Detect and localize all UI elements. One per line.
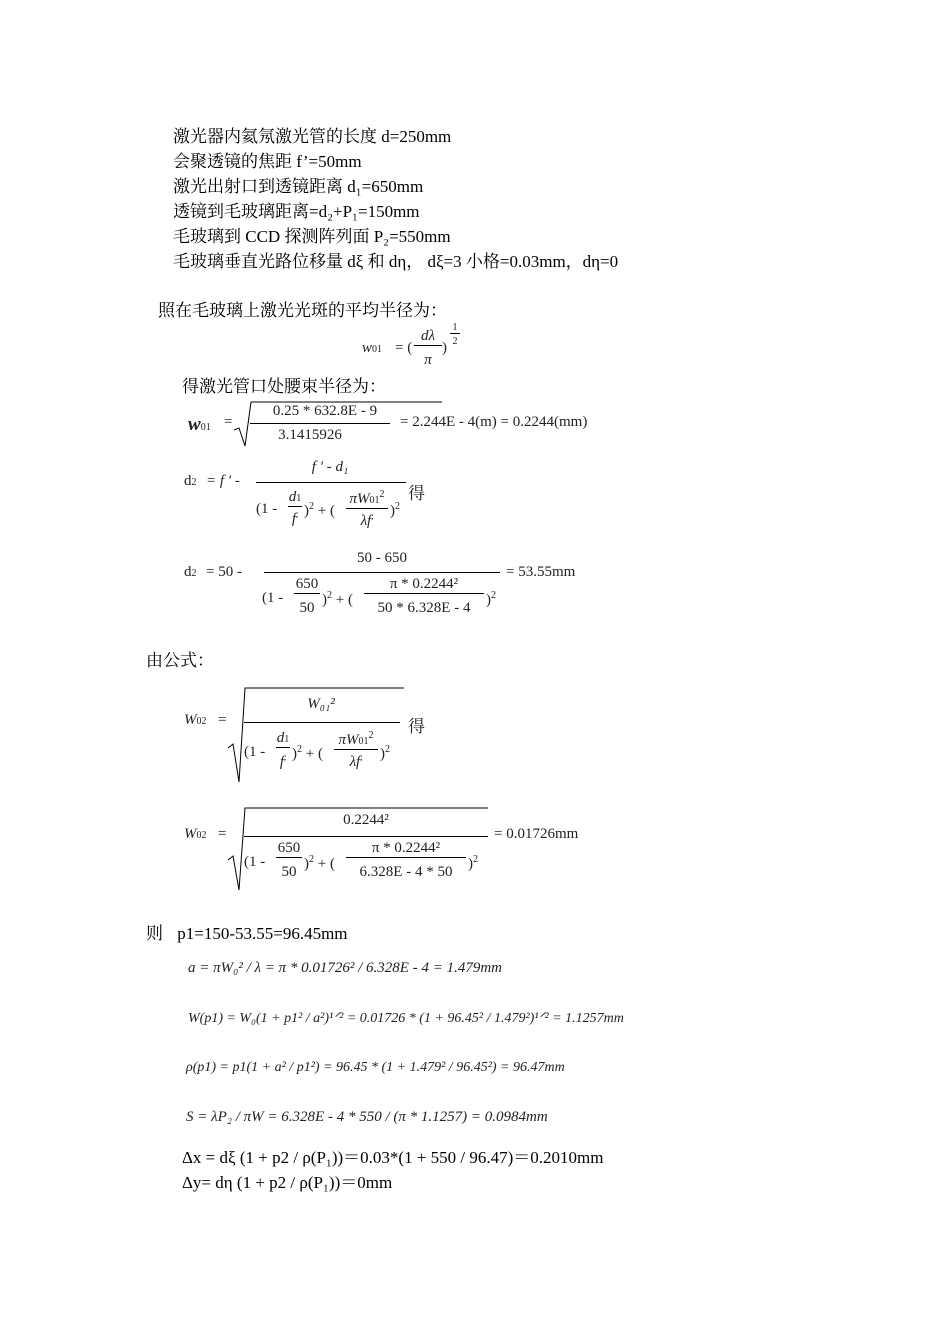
param-line: 透镜到毛玻璃距离=d₂+P₁=150mm — [173, 202, 420, 221]
formula-subscript: 02 — [196, 716, 207, 727]
formula-subscript: 02 — [196, 830, 207, 841]
then-label: 则 — [146, 924, 163, 943]
formula-numerator: 0.25 * 632.8E - 9 — [272, 403, 378, 419]
formula-result: = 53.55mm — [506, 564, 576, 580]
section-heading: 照在毛玻璃上激光光斑的平均半径为： — [158, 301, 447, 320]
formula-result: = 2.244E - 4(m) = 0.2244(mm) — [400, 414, 588, 430]
formula-mid: = f ′ - — [206, 473, 240, 489]
formula-rho-p1: ρ(p1) = p1(1 + a² / p1²) = 96.45 * (1 + 1.479² / 96.45²) = 96.47mm — [186, 1060, 565, 1075]
param-line: 激光器内氦氖激光管的长度 d=250mm — [173, 127, 452, 146]
term2-numerator: π * 0.2244² — [364, 576, 484, 594]
formula-mid: = 50 - — [206, 564, 242, 580]
formula-numerator: 50 - 650 — [357, 550, 407, 566]
formula-numerator: W₀₁² — [307, 696, 335, 712]
param-line: 毛玻璃到 CCD 探测阵列面 P₂=550mm — [173, 227, 451, 246]
formula-d2-numeric: d2 = 50 - 50 - 650 (1 - 650 50 )$^2$ + ( π * 0.2244² 50 * 6.328E - 4 )$^2$ = 53.55mm — [184, 550, 576, 616]
formula-lhs: w — [362, 340, 373, 356]
formula-lhs: W — [184, 826, 197, 842]
formula-denominator: π — [424, 352, 432, 368]
formula-a: a = πW₀² / λ = π * 0.01726² / 6.328E - 4 = 1.479mm — [188, 960, 503, 976]
formula-w-p1: W(p1) = W₀(1 + p1² / a²)¹ᐟ² = 0.01726 * (1 + 96.45² / 1.479²)¹ᐟ² = 1.1257mm — [188, 1011, 624, 1026]
p1-value: p1=150-53.55=96.45mm — [177, 924, 348, 943]
formula-w01-value: w01 = 0.25 * 632.8E - 9 3.1415926 = 2.244E - 4(m) = 0.2244(mm) — [188, 400, 688, 448]
document-page: 激光器内氦氖激光管的长度 d=250mm 会聚透镜的焦距 f’=50mm 激光出射口到透镜距离 d₁=650mm 透镜到毛玻璃距离=d₂+P₁=150mm 毛玻璃到 CCD 探测阵列面 P₂=550mm 毛玻璃垂直光路位移量 dξ 和 dη， dξ=3 小格=0.03mm，dη=0 照在毛玻璃上激光光斑的平均半径为： w01 = ( dλ π ) 1 2 得激光管口处腰束半径为： w01 = 0.25 * 632.8E - 9 3.1415926 = 2.244E - 4(m) = 0.2244(mm) d2 = f ′ - f ′ - d₁ (1 - d1 f′ )$^2$ + ( $\pi W01^2$ λf′ )$^2$ 得 d2 = 50 - 50 - 650 (1 - 650 50 )$^2$ + ( π * 0.2244² 50 * 6.328E - 4 )$^2$ = 53.55mm 由公式： W02 = W₀₁² (1 - d1 f′ )$^2$ + ( $\pi W01^2$ λf′ )$^2$ 得 W02 = 0.2244² (1 - 650 50 )$^2$ + ( π * 0.2244² 6.328E - 4 * 50 )$^2$ = 0.01726mm 则 p1=150-53.55=96.45mm a = πW₀² / λ = π * 0.01726² / 6.328E - 4 = 1.479mm W(p1) = W₀(1 + p1² / a²)¹ᐟ² = 0.01726 * (1 + 96.45² / 1.479²)¹ᐟ² = 1.1257mm ρ(p1) = p1(1 + a² / p1²) = 96.45 * (1 + 1.479² / 96.45²) = 96.47mm S = λP₂ / πW = 6.328E - 4 * 550 / (π * 1.1257) = 0.0984mm Δx = dξ (1 + p2 / ρ(P₁))＝0.03*(1 + 550 / 96.47)＝0.2010mm Δy= dη (1 + p2 / ρ(P₁))＝0mm — [0, 0, 950, 1344]
term2-denominator: 50 * 6.328E - 4 — [377, 600, 471, 616]
param-line: 激光出射口到透镜距离 d₁=650mm — [173, 177, 424, 196]
formula-subscript: 2 — [191, 568, 197, 579]
formula-w02-general: W02 = W₀₁² (1 - d1 f′ )$^2$ + ( $\pi W01^2$ λf′ )$^2$ 得 — [184, 686, 444, 784]
formula-lhs: d — [184, 473, 192, 489]
then-line — [146, 923, 348, 945]
exponent-numerator: 1 — [450, 322, 460, 334]
formula-numerator: f ′ - d₁ — [311, 459, 349, 475]
term2-denominator: 6.328E - 4 * 50 — [359, 864, 453, 880]
section-heading: 由公式： — [146, 651, 214, 670]
formula-s: S = λP₂ / πW = 6.328E - 4 * 550 / (π * 1.1257) = 0.0984mm — [186, 1109, 548, 1125]
de-label: 得 — [408, 717, 425, 737]
param-line: 毛玻璃垂直光路位移量 dξ 和 dη， dξ=3 小格=0.03mm，dη=0 — [173, 252, 619, 271]
formula-denominator: 3.1415926 — [278, 427, 342, 443]
formula-subscript: 01 — [372, 344, 383, 355]
term1-denominator: 50 — [281, 864, 297, 880]
section-heading: 得激光管口处腰束半径为： — [182, 377, 386, 396]
term1-numerator: 650 — [277, 840, 301, 856]
exponent-denominator: 2 — [452, 336, 458, 347]
param-line: 会聚透镜的焦距 f’=50mm — [173, 152, 362, 171]
term1-denominator: 50 — [299, 600, 315, 616]
formula-numerator: 0.2244² — [343, 812, 389, 828]
formula-result: = 0.01726mm — [494, 826, 579, 842]
formula-lhs: d — [184, 564, 192, 580]
formula-subscript: 2 — [191, 477, 197, 488]
formula-dx: Δx = dξ (1 + p2 / ρ(P₁))＝0.03*(1 + 550 / 96.47)＝0.2010mm — [182, 1148, 604, 1167]
formula-d2-general: d2 = f ′ - f ′ - d₁ (1 - d1 f′ )$^2$ + ( $\pi W01^2$ λf′ )$^2$ 得 — [184, 459, 425, 529]
formula-eq: = ( — [395, 340, 413, 356]
de-label: 得 — [408, 484, 425, 504]
formula-w02-numeric: W02 = 0.2244² (1 - 650 50 )$^2$ + ( π * 0.2244² 6.328E - 4 * 50 )$^2$ = 0.01726mm — [184, 806, 624, 892]
term2-numerator: π * 0.2244² — [346, 840, 466, 858]
term1-numerator: 650 — [295, 576, 319, 592]
formula-dy: Δy= dη (1 + p2 / ρ(P₁))＝0mm — [182, 1173, 393, 1192]
formula-lhs: W — [184, 712, 197, 728]
formula-numerator: dλ — [421, 328, 435, 344]
